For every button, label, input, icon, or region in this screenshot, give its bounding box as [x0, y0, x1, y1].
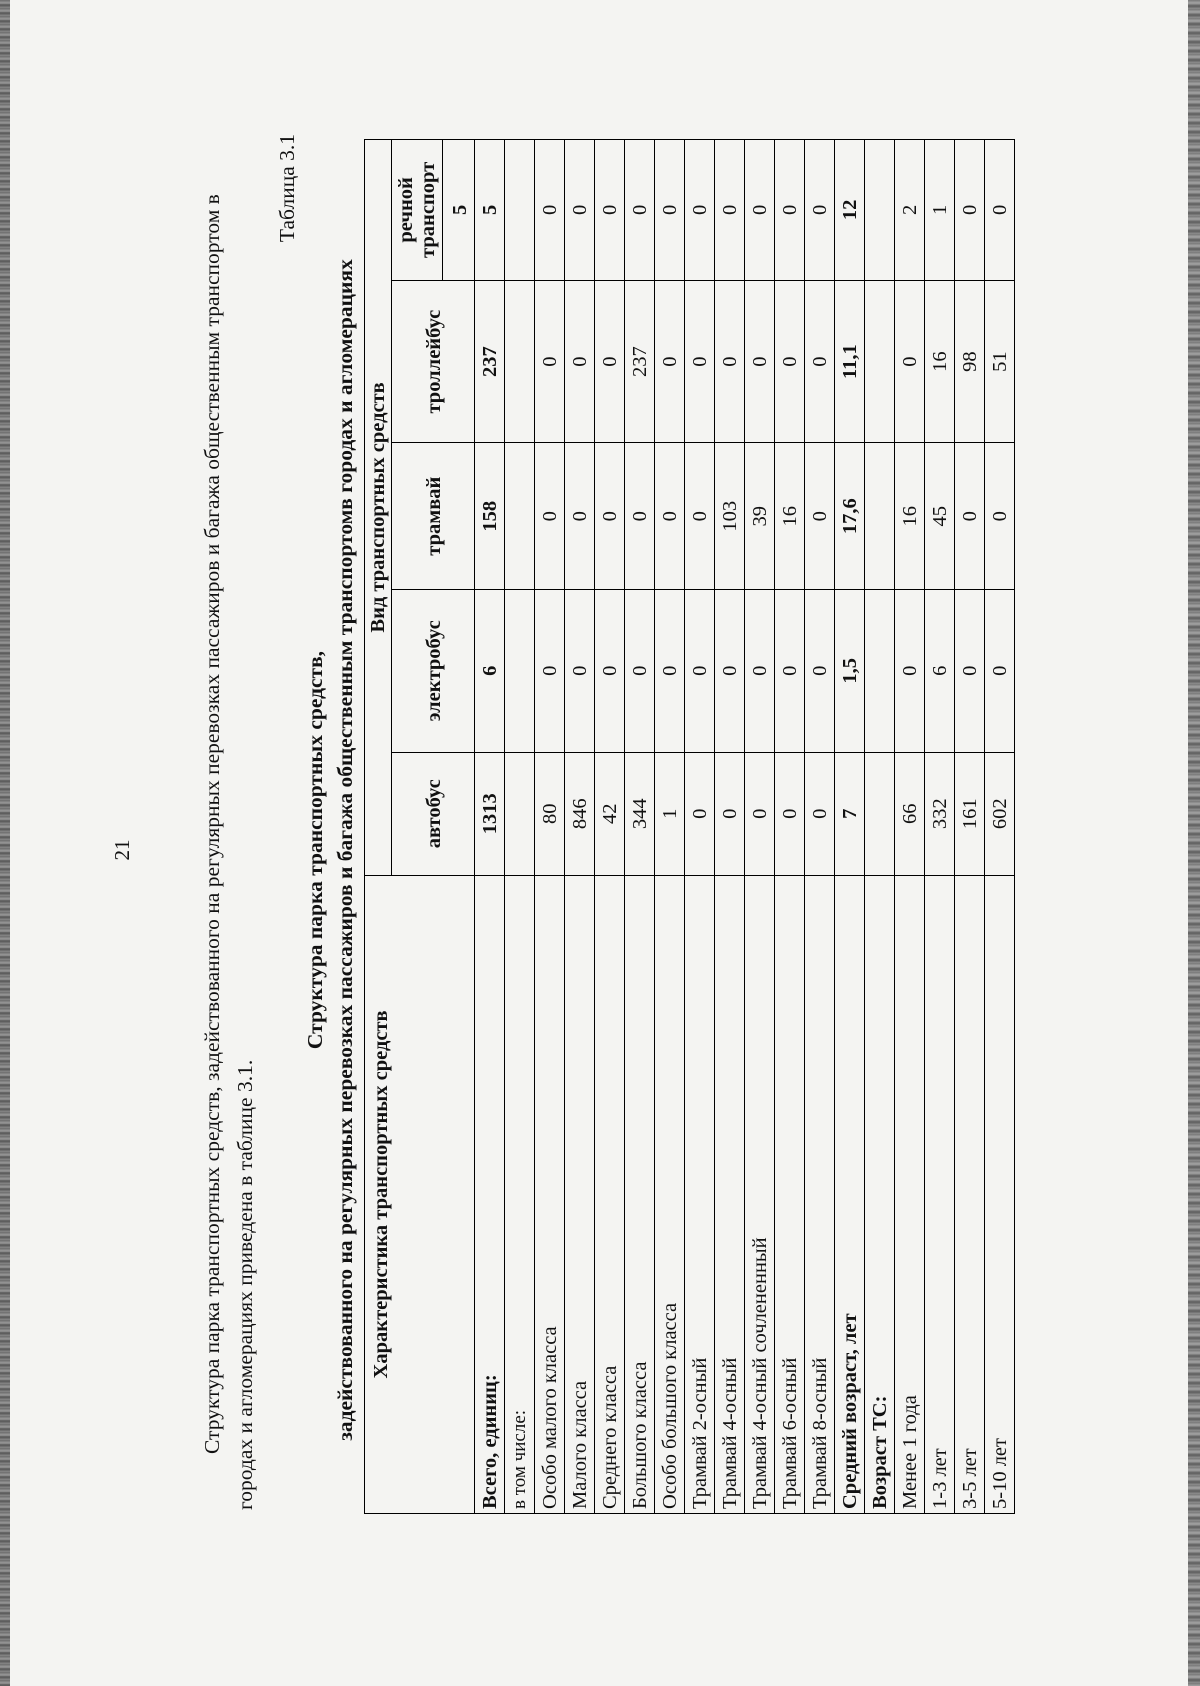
row-value — [505, 280, 535, 443]
table-title-line-1: Структура парка транспортных средств, — [303, 650, 327, 1050]
table-row — [595, 140, 625, 1514]
row-value: 0 — [685, 280, 715, 443]
header-characteristic: Характеристика транспортных средств — [365, 875, 475, 1513]
row-value: 2 — [895, 140, 925, 281]
row-value: 45 — [925, 443, 955, 589]
row-value: 0 — [625, 443, 655, 589]
row-label: Возраст ТС: — [865, 875, 895, 1513]
row-value: 0 — [655, 140, 685, 281]
row-label: 1-3 лет — [925, 875, 955, 1513]
fleet-structure-table — [364, 139, 1015, 1514]
row-value: 16 — [925, 280, 955, 443]
page-number: 21 — [110, 839, 134, 861]
row-label: Трамвай 4-осный — [715, 875, 745, 1513]
row-value: 42 — [595, 752, 625, 875]
table-row — [835, 140, 865, 1514]
row-value: 0 — [955, 443, 985, 589]
row-value: 0 — [745, 280, 775, 443]
table-header — [365, 140, 475, 1514]
row-value: 237 — [475, 280, 505, 443]
row-value: 0 — [985, 443, 1015, 589]
row-value: 16 — [895, 443, 925, 589]
row-value: 0 — [895, 589, 925, 752]
row-value: 6 — [925, 589, 955, 752]
row-value: 0 — [595, 443, 625, 589]
row-value: 16 — [775, 443, 805, 589]
row-label: 5-10 лет — [985, 875, 1015, 1513]
row-value — [865, 280, 895, 443]
row-value: 11,1 — [835, 280, 865, 443]
row-value: 0 — [655, 280, 685, 443]
row-value: 0 — [715, 280, 745, 443]
row-value: 0 — [685, 140, 715, 281]
row-value: 0 — [775, 140, 805, 281]
table-row — [955, 140, 985, 1514]
table-title-line-2: задействованного на регулярных перевозках пассажиров и багажа общественным транспортомв городах и агломерациях — [333, 259, 357, 1441]
row-label: Малого класса — [565, 875, 595, 1513]
row-label: Всего, единиц: — [475, 875, 505, 1513]
row-value: 0 — [745, 140, 775, 281]
row-label: Особо большого класса — [655, 875, 685, 1513]
row-label: Трамвай 8-осный — [805, 875, 835, 1513]
table-row — [895, 140, 925, 1514]
row-value: 12 — [835, 140, 865, 281]
row-value: 1 — [925, 140, 955, 281]
row-value: 0 — [805, 280, 835, 443]
row-value: 0 — [775, 589, 805, 752]
row-value: 0 — [955, 140, 985, 281]
table-title — [300, 120, 360, 1580]
row-label: Трамвай 6-осный — [775, 875, 805, 1513]
header-col-electrobus: электробус — [392, 589, 475, 752]
table-row — [775, 140, 805, 1514]
table-row — [805, 140, 835, 1514]
row-value: 39 — [745, 443, 775, 589]
row-value: 0 — [625, 140, 655, 281]
row-value: 0 — [685, 752, 715, 875]
row-value: 0 — [805, 443, 835, 589]
row-value: 0 — [805, 752, 835, 875]
table-body — [475, 140, 1015, 1514]
row-value: 0 — [745, 589, 775, 752]
row-value — [505, 140, 535, 281]
row-value: 158 — [475, 443, 505, 589]
row-value — [505, 443, 535, 589]
row-label: Особо малого класса — [535, 875, 565, 1513]
row-value: 0 — [535, 443, 565, 589]
row-value — [505, 589, 535, 752]
header-row-group — [365, 140, 392, 1514]
row-label: Трамвай 4-осный сочлененный — [745, 875, 775, 1513]
header-col-tram: трамвай — [392, 443, 475, 589]
row-value: 66 — [895, 752, 925, 875]
table-row — [745, 140, 775, 1514]
row-value: 0 — [715, 140, 745, 281]
row-value — [865, 752, 895, 875]
row-value: 0 — [565, 589, 595, 752]
header-col-bus: автобус — [392, 752, 475, 875]
row-value: 5 — [475, 140, 505, 281]
row-value: 1,5 — [835, 589, 865, 752]
row-value — [505, 752, 535, 875]
table-row — [565, 140, 595, 1514]
row-value: 0 — [985, 140, 1015, 281]
row-value: 0 — [595, 140, 625, 281]
row-value: 0 — [805, 589, 835, 752]
table-number: Таблица 3.1 — [275, 134, 299, 243]
row-value: 0 — [655, 589, 685, 752]
row-value: 237 — [625, 280, 655, 443]
row-label: Трамвай 2-осный — [685, 875, 715, 1513]
row-value: 0 — [565, 280, 595, 443]
row-value: 17,6 — [835, 443, 865, 589]
row-value — [865, 589, 895, 752]
row-value: 0 — [685, 589, 715, 752]
row-value: 0 — [535, 140, 565, 281]
row-value: 0 — [775, 752, 805, 875]
row-value: 0 — [535, 280, 565, 443]
row-value: 0 — [595, 589, 625, 752]
row-value: 103 — [715, 443, 745, 589]
table-row — [625, 140, 655, 1514]
row-value: 846 — [565, 752, 595, 875]
document-page — [110, 120, 1190, 1580]
intro-paragraph: Структура парка транспортных средств, задействованного на регулярных перевозках пассажиров и багажа общественным транспортом в городах и агломерациях приведена в таблице 3.1. — [200, 194, 257, 1510]
table-row — [865, 140, 895, 1514]
row-value: 344 — [625, 752, 655, 875]
row-value: 0 — [985, 589, 1015, 752]
row-value: 1 — [655, 752, 685, 875]
row-value: 0 — [805, 140, 835, 281]
row-label: Средний возраст, лет — [835, 875, 865, 1513]
row-value: 0 — [955, 589, 985, 752]
row-value: 98 — [955, 280, 985, 443]
row-value: 0 — [625, 589, 655, 752]
row-value: 0 — [895, 280, 925, 443]
row-value: 0 — [595, 280, 625, 443]
row-label: Большого класса — [625, 875, 655, 1513]
row-value: 0 — [775, 280, 805, 443]
row-value: 0 — [535, 589, 565, 752]
row-value: 7 — [835, 752, 865, 875]
row-value — [865, 140, 895, 281]
table-row — [535, 140, 565, 1514]
row-value: 0 — [565, 140, 595, 281]
header-col-number-5: 5 — [443, 140, 475, 281]
row-value: 6 — [475, 589, 505, 752]
row-value: 602 — [985, 752, 1015, 875]
table-row — [685, 140, 715, 1514]
row-label: в том числе: — [505, 875, 535, 1513]
table-row — [475, 140, 505, 1514]
row-value: 1313 — [475, 752, 505, 875]
row-value: 80 — [535, 752, 565, 875]
table-row — [655, 140, 685, 1514]
header-col-river-transport: речной транспорт — [392, 140, 443, 281]
row-value: 0 — [655, 443, 685, 589]
header-col-trolleybus: троллейбус — [392, 280, 475, 443]
scan-edge-left — [0, 0, 10, 1686]
row-value: 51 — [985, 280, 1015, 443]
row-value: 0 — [715, 752, 745, 875]
row-label: Менее 1 года — [895, 875, 925, 1513]
row-value: 0 — [745, 752, 775, 875]
row-value: 332 — [925, 752, 955, 875]
row-value: 0 — [715, 589, 745, 752]
row-value: 0 — [685, 443, 715, 589]
table-row — [985, 140, 1015, 1514]
row-label: 3-5 лет — [955, 875, 985, 1513]
table-row — [505, 140, 535, 1514]
row-value: 161 — [955, 752, 985, 875]
table-row — [925, 140, 955, 1514]
row-label: Среднего класса — [595, 875, 625, 1513]
row-value: 0 — [565, 443, 595, 589]
table-row — [715, 140, 745, 1514]
header-vehicle-type-group: Вид транспортных средств — [365, 140, 392, 876]
row-value — [865, 443, 895, 589]
